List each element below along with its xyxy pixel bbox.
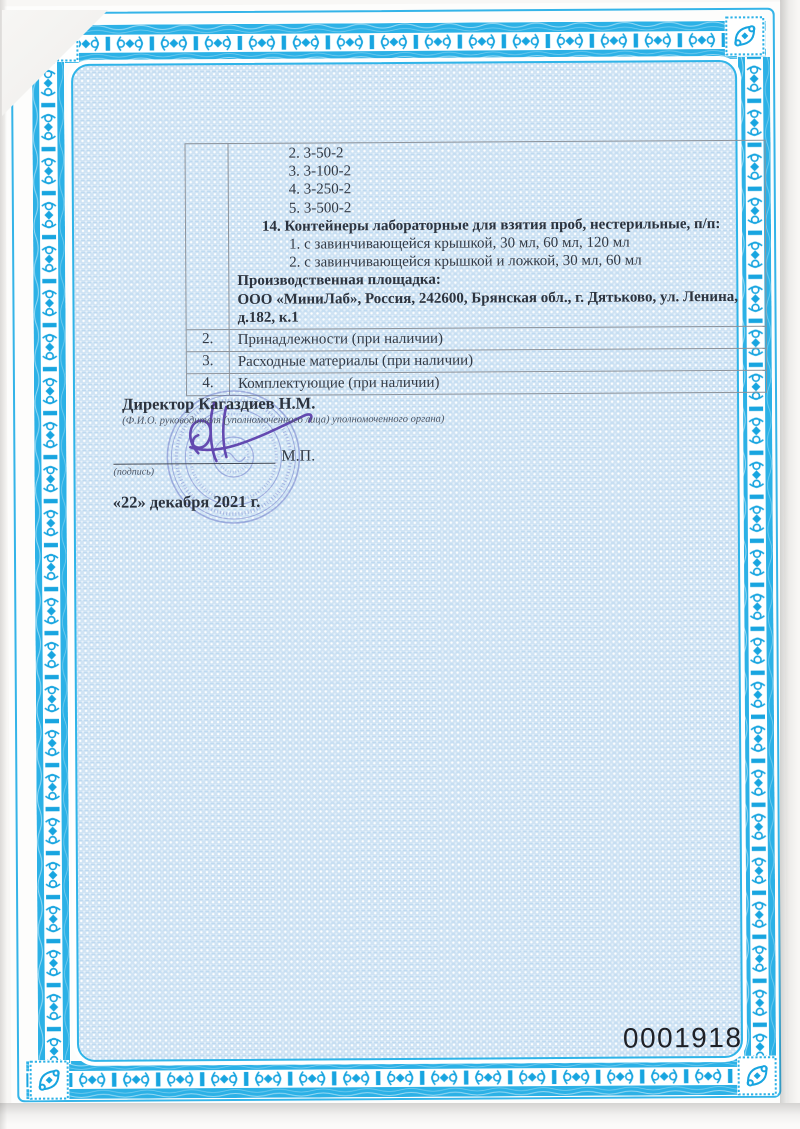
page-edge-shadow-left	[0, 0, 9, 1129]
table-row	[187, 326, 766, 352]
row-label: Принадлежности (при наличии)	[237, 330, 444, 348]
variant-line: 1. с завинчивающейся крышкой, 30 мл, 60 мл, 120 мл	[289, 234, 630, 253]
certificate-back-page	[5, 2, 788, 1109]
guilloche-band-left	[31, 60, 71, 1064]
corner-ornament-bottom-left	[29, 1060, 69, 1100]
page-edge-shadow-right	[780, 0, 800, 1129]
certificate-serial-number: 0001918	[622, 1021, 743, 1054]
production-site-address: ООО «МиниЛаб», Россия, 242600, Брянская обл., г. Дятьково, ул. Ленина,	[237, 288, 738, 308]
variant-line: 2. с завинчивающейся крышкой и ложкой, 30 мл, 60 мл	[289, 252, 642, 271]
guilloche-pattern-vertical	[32, 61, 70, 1063]
row-number-cell: 2.	[187, 330, 230, 351]
certificate-content-field	[71, 60, 743, 1062]
row-number-cell: 4.	[187, 374, 230, 395]
item-title-line: 14. Контейнеры лабораторные для взятия проб, нестерильные, п/п:	[261, 215, 721, 235]
guilloche-pattern-horizontal	[26, 1057, 772, 1100]
products-table	[184, 140, 767, 397]
corner-ornament-icon	[737, 1056, 777, 1096]
corner-ornament-icon	[29, 1060, 69, 1100]
row-content-cell	[228, 141, 765, 329]
guilloche-band-bottom	[25, 1056, 773, 1101]
corner-ornament-top-right	[725, 16, 765, 56]
production-site-label: Производственная площадка:	[237, 272, 441, 290]
director-name-line: Директор Кагаздиев Н.М.	[122, 393, 316, 414]
page-edge-shadow-bottom	[0, 1103, 800, 1129]
director-caption: (Ф.И.О. руководителя (уполномоченного лица) уполномоченного органа)	[122, 413, 445, 427]
guilloche-pattern-horizontal	[20, 21, 766, 64]
table-row	[187, 348, 766, 374]
issue-date-line: «22» декабря 2021 г.	[112, 491, 261, 512]
signature-line	[113, 445, 275, 465]
corner-ornament-icon	[725, 16, 765, 56]
variant-line: 3. 3-100-2	[288, 163, 352, 180]
signature-caption: (подпись)	[113, 466, 155, 478]
row-number-cell	[185, 144, 229, 329]
variant-line: 2. 3-50-2	[288, 145, 344, 162]
stamp-place-abbr: М.П.	[281, 447, 316, 465]
row-label: Комплектующие (при наличии)	[237, 374, 440, 392]
row-number-cell: 3.	[187, 352, 230, 373]
variant-line: 4. 3-250-2	[288, 181, 352, 199]
production-site-address: д.182, к.1	[237, 309, 299, 326]
table-row-products	[185, 141, 765, 330]
row-label: Расходные материалы (при наличии)	[237, 352, 474, 370]
guilloche-band-top	[19, 20, 767, 65]
corner-ornament-bottom-right	[737, 1056, 777, 1096]
variant-line: 5. 3-500-2	[288, 199, 352, 217]
